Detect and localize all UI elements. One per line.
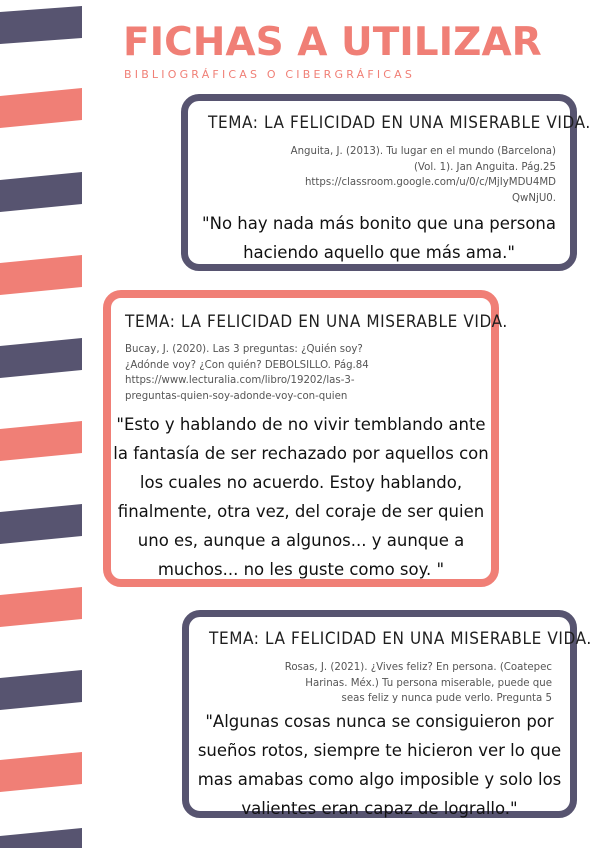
- citation-url-line: QwNjU0.: [512, 192, 556, 204]
- citation-url-line: https://classroom.google.com/u/0/c/MjIyMDU4MD: [304, 177, 556, 188]
- quote-line: "No hay nada más bonito que una persona: [202, 214, 556, 233]
- quote-line: "Esto y hablando de no vivir temblando ante: [116, 415, 486, 434]
- quote-line: los cuales no acuerdo. Estoy hablando,: [139, 473, 463, 492]
- stripe-coral: [0, 255, 82, 295]
- citation-text: [291, 144, 556, 206]
- stripe-coral: [0, 421, 82, 461]
- quote-line: haciendo aquello que más ama.": [243, 243, 515, 262]
- page-title: FICHAS A UTILIZAR: [123, 20, 542, 65]
- decorative-stripes: [0, 0, 90, 848]
- quote-text: [111, 410, 491, 584]
- citation-text: [285, 660, 552, 707]
- stripe-dark: [0, 338, 82, 378]
- quote-line: muchos... no les guste como soy. ": [157, 560, 445, 579]
- card-topic-title: TEMA: LA FELICIDAD EN UNA MISERABLE VIDA.: [209, 629, 592, 649]
- quote-text: [188, 209, 570, 267]
- quote-line: finalmente, otra vez, del coraje de ser quien: [117, 502, 485, 521]
- stripe-coral: [0, 752, 82, 792]
- citation-line: Anguita, J. (2013). Tu lugar en el mundo (Barcelona): [290, 146, 556, 157]
- quote-line: mas amabas como algo imposible y solo los: [197, 770, 562, 789]
- citation-line: (Vol. 1). Jan Anguita. Pág.25: [413, 161, 556, 173]
- citation-text: [125, 342, 369, 404]
- quote-line: la fantasía de ser rechazado por aquellos con: [113, 444, 489, 463]
- quote-line: sueños rotos, siempre te hicieron ver lo que: [197, 741, 562, 760]
- citation-line: ¿Adónde voy? ¿Con quién? DEBOLSILLO. Pág.84: [125, 359, 369, 371]
- reference-card-1: [181, 94, 591, 271]
- stripe-coral: [0, 88, 82, 128]
- reference-card-3: [182, 610, 592, 818]
- stripe-dark: [0, 504, 82, 544]
- citation-line: Rosas, J. (2021). ¿Vives feliz? En persona. (Coatepec: [284, 662, 552, 673]
- stripe-dark: [0, 828, 82, 848]
- quote-line: "Algunas cosas nunca se consiguieron por: [205, 712, 554, 731]
- citation-line: Harinas. Méx.) Tu persona miserable, puede que: [305, 677, 552, 689]
- card-topic-title: TEMA: LA FELICIDAD EN UNA MISERABLE VIDA.: [208, 113, 591, 133]
- card-topic-title: TEMA: LA FELICIDAD EN UNA MISERABLE VIDA.: [125, 312, 508, 332]
- citation-line: seas feliz y nunca pude verlo. Pregunta 5: [341, 693, 552, 704]
- citation-url-line: https://www.lecturalia.com/libro/19202/las-3-: [125, 375, 355, 386]
- quote-line: valientes eran capaz de lograllo.": [241, 799, 518, 818]
- citation-url-line: preguntas-quien-soy-adonde-voy-con-quien: [125, 390, 348, 402]
- stripe-coral: [0, 587, 82, 627]
- stripe-dark: [0, 670, 82, 710]
- citation-line: Bucay, J. (2020). Las 3 preguntas: ¿Quién soy?: [125, 344, 363, 355]
- page-subtitle: BIBLIOGRÁFICAS O CIBERGRÁFICAS: [124, 68, 416, 81]
- reference-card-2: [103, 290, 508, 587]
- stripe-dark: [0, 6, 82, 44]
- stripe-dark: [0, 172, 82, 212]
- quote-text: [189, 707, 570, 823]
- quote-line: uno es, aunque a algunos... y aunque a: [137, 531, 465, 550]
